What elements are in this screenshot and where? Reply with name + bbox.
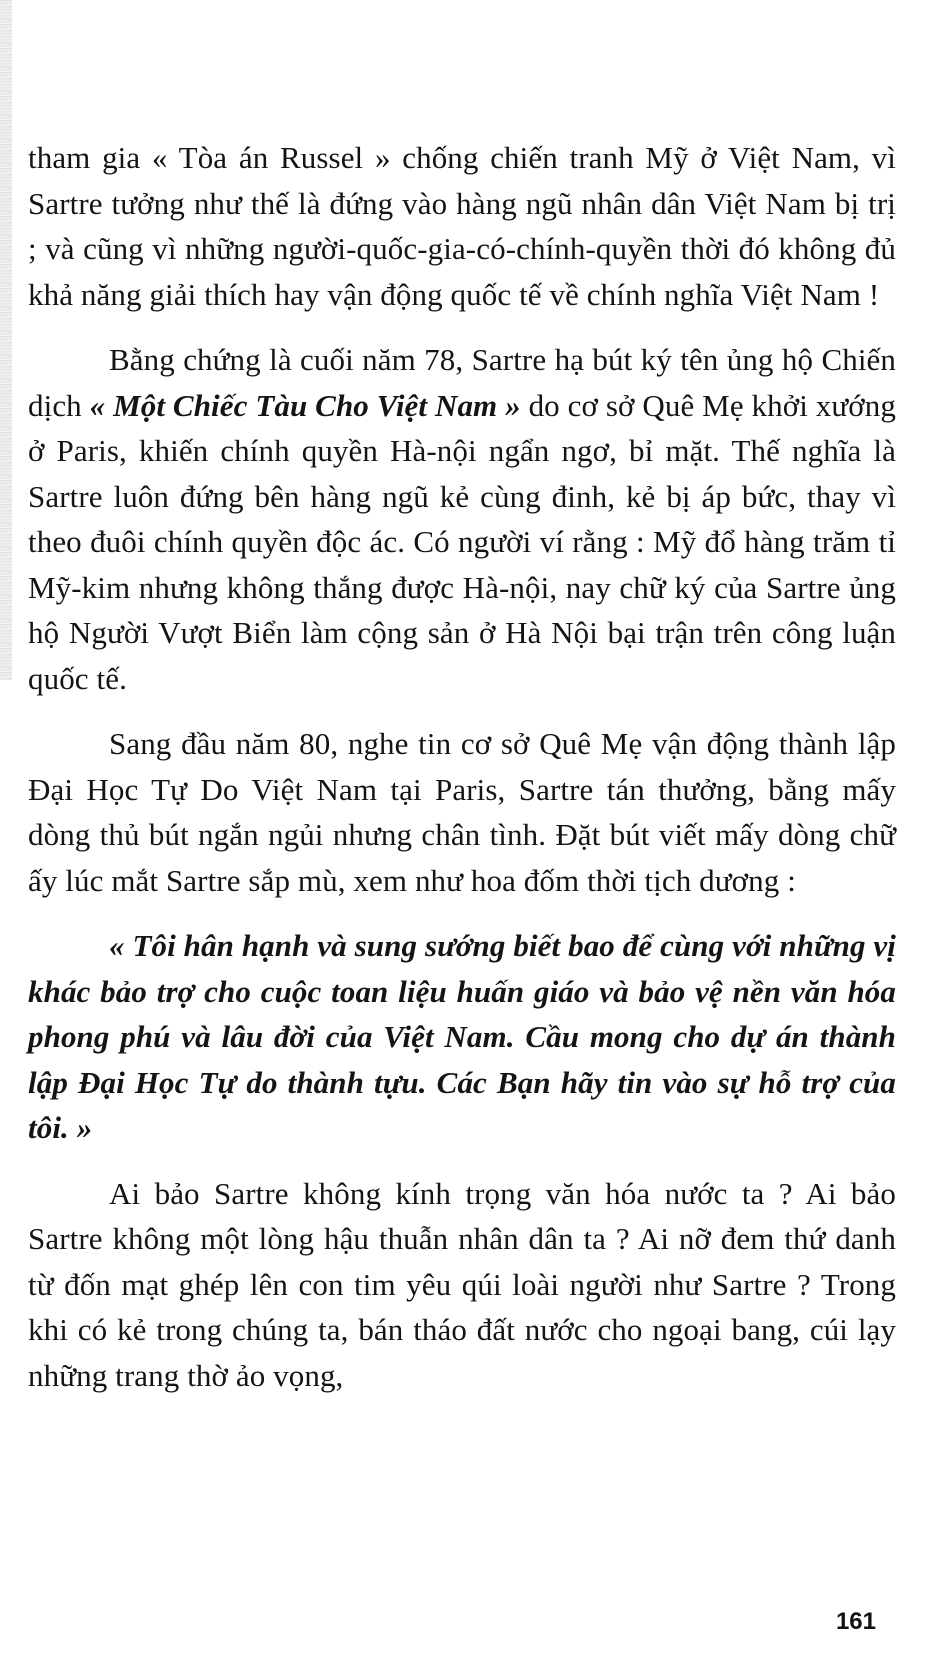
- sartre-quote: « Tôi hân hạnh và sung sướng biết bao để cùng với những vị khác bảo trợ cho cuộc toan liệu huấn giáo và bảo vệ nền văn hóa phong phú và lâu đời của Việt Nam. Cầu mong cho dự án thành lập Đại Học Tự do thành tựu. Các Bạn hãy tin vào sự hỗ trợ của tôi. »: [28, 928, 896, 1145]
- book-page-text: [28, 135, 896, 1398]
- page-number: 161: [835, 1608, 876, 1635]
- paragraph-campaign-end: do cơ sở Quê Mẹ khởi xướng ở Paris, khiến chính quyền Hà-nội ngẩn ngơ, bỉ mặt. Thế nghĩa là Sartre luôn đứng bên hàng ngũ kẻ cùng đinh, kẻ bị áp bức, thay vì theo đuôi chính quyền độc ác. Có người ví rằng : Mỹ đổ hàng trăm tỉ Mỹ-kim nhưng không thắng được Hà-nội, nay chữ ký của Sartre ủng hộ Người Vượt Biển làm cộng sản ở Hà Nội bại trận trên công luận quốc tế.: [28, 387, 896, 696]
- scan-edge-artifact: [0, 0, 12, 680]
- paragraph-campaign: [28, 337, 896, 701]
- paragraph-campaign-start: Bằng chứng là cuối năm 78, Sartre hạ bút ký tên ủng hộ Chiến dịch: [28, 342, 896, 423]
- paragraph-questions: Ai bảo Sartre không kính trọng văn hóa nước ta ? Ai bảo Sartre không một lòng hậu thuẫn nhân dân ta ? Ai nỡ đem thứ danh từ đốn mạt ghép lên con tim yêu qúi loài người như Sartre ? Trong khi có kẻ trong chúng ta, bán tháo đất nước cho ngoại bang, cúi lạy những trang thờ ảo vọng,: [28, 1175, 896, 1393]
- paragraph-continued: tham gia « Tòa án Russel » chống chiến tranh Mỹ ở Việt Nam, vì Sartre tưởng như thế là đứng vào hàng ngũ nhân dân Việt Nam bị trị ; và cũng vì những người-quốc-gia-có-chính-quyền thời đó không đủ khả năng giải thích hay vận động quốc tế về chính nghĩa Việt Nam !: [28, 140, 896, 312]
- campaign-title-emphasis: « Một Chiếc Tàu Cho Việt Nam »: [89, 387, 521, 423]
- paragraph-university: Sang đầu năm 80, nghe tin cơ sở Quê Mẹ vận động thành lập Đại Học Tự Do Việt Nam tại Paris, Sartre tán thưởng, bằng mấy dòng thủ bút ngắn ngủi nhưng chân tình. Đặt bút viết mấy dòng chữ ấy lúc mắt Sartre sắp mù, xem như hoa đốm thời tịch dương :: [28, 726, 896, 898]
